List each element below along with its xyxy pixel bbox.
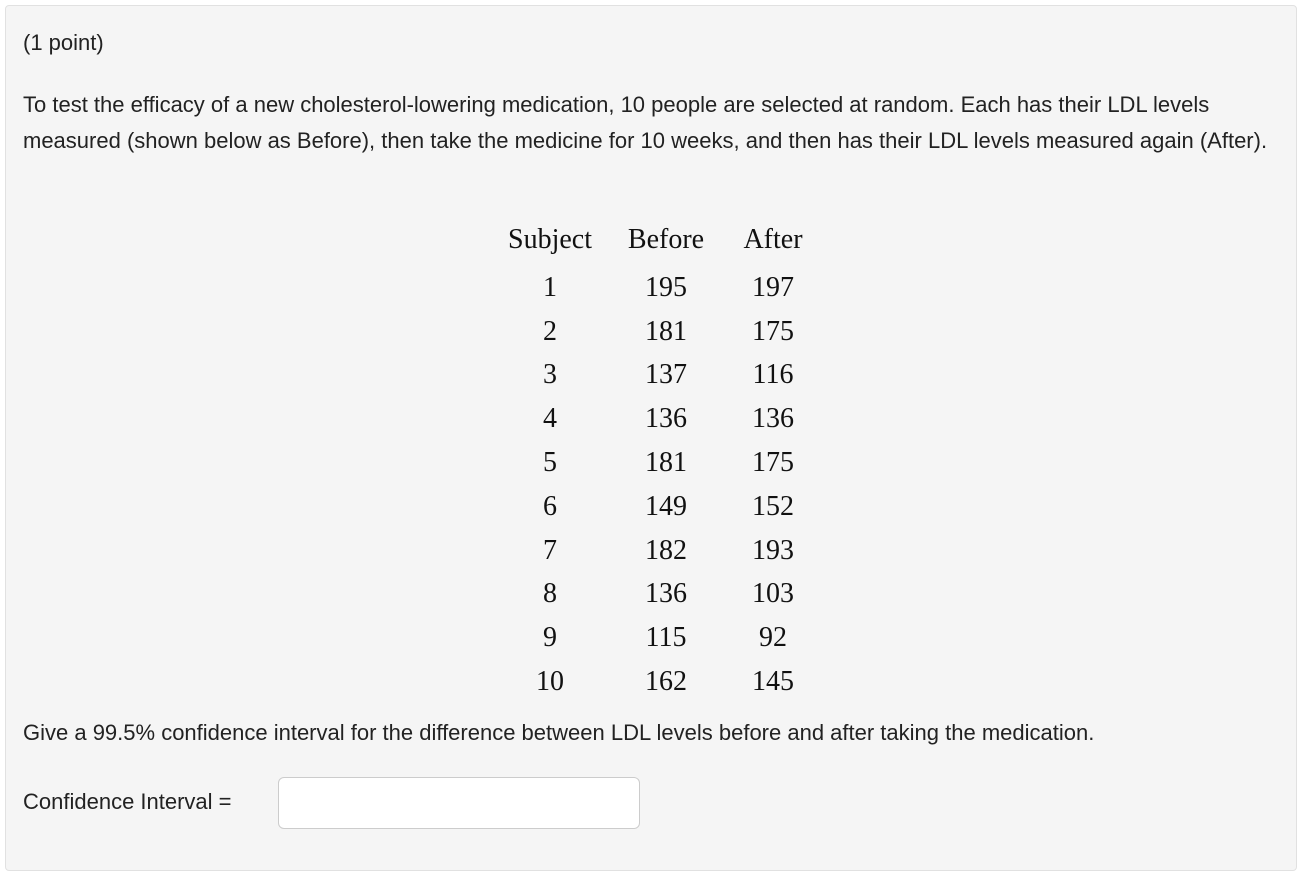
confidence-interval-input[interactable] xyxy=(278,777,640,829)
subject-cell: 3 xyxy=(543,359,557,391)
table-header-row xyxy=(493,214,821,266)
subject-cell: 1 xyxy=(543,271,557,303)
after-cell: 193 xyxy=(752,534,794,566)
before-cell: 136 xyxy=(645,578,687,610)
subject-cell: 8 xyxy=(543,578,557,610)
subject-cell: 2 xyxy=(543,315,557,347)
header-before: Before xyxy=(627,224,705,255)
after-cell: 197 xyxy=(752,271,794,303)
table-row xyxy=(493,485,821,529)
subject-cell: 6 xyxy=(543,490,557,522)
table-row xyxy=(493,660,821,704)
header-subject: Subject xyxy=(508,224,592,255)
subject-cell: 4 xyxy=(543,403,557,435)
question-text: Give a 99.5% confidence interval for the difference between LDL levels before and after taking the medication. xyxy=(23,720,1095,745)
before-cell: 195 xyxy=(645,271,687,303)
before-cell: 136 xyxy=(645,403,687,435)
problem-statement: To test the efficacy of a new cholesterol-lowering medication, 10 people are selected at random. Each has their LDL levels measured (shown below as Before), then take the medicine for 10 weeks, and then has their LDL levels measured again (After). xyxy=(23,92,1268,153)
before-cell: 137 xyxy=(645,359,687,391)
subject-cell: 9 xyxy=(543,622,557,654)
after-cell: 152 xyxy=(752,490,794,522)
table-row xyxy=(493,573,821,617)
header-after: After xyxy=(743,224,803,255)
before-cell: 181 xyxy=(645,447,687,479)
subject-cell: 7 xyxy=(543,534,557,566)
before-cell: 149 xyxy=(645,490,687,522)
table-row xyxy=(493,397,821,441)
after-cell: 145 xyxy=(752,666,794,698)
after-cell: 103 xyxy=(752,578,794,610)
confidence-interval-label: Confidence Interval = xyxy=(23,789,232,814)
after-cell: 175 xyxy=(752,447,794,479)
table-row xyxy=(493,266,821,310)
before-cell: 162 xyxy=(645,666,687,698)
ldl-data-table xyxy=(493,214,821,704)
table-row xyxy=(493,616,821,660)
before-cell: 182 xyxy=(645,534,687,566)
table-row xyxy=(493,441,821,485)
point-value: (1 point) xyxy=(23,30,104,55)
subject-cell: 5 xyxy=(543,447,557,479)
problem-panel xyxy=(5,5,1297,871)
before-cell: 181 xyxy=(645,315,687,347)
table-row xyxy=(493,310,821,354)
before-cell: 115 xyxy=(645,622,687,654)
table-row xyxy=(493,529,821,573)
after-cell: 175 xyxy=(752,315,794,347)
after-cell: 116 xyxy=(752,359,794,391)
after-cell: 92 xyxy=(759,622,787,654)
subject-cell: 10 xyxy=(536,666,564,698)
table-row xyxy=(493,354,821,398)
after-cell: 136 xyxy=(752,403,794,435)
